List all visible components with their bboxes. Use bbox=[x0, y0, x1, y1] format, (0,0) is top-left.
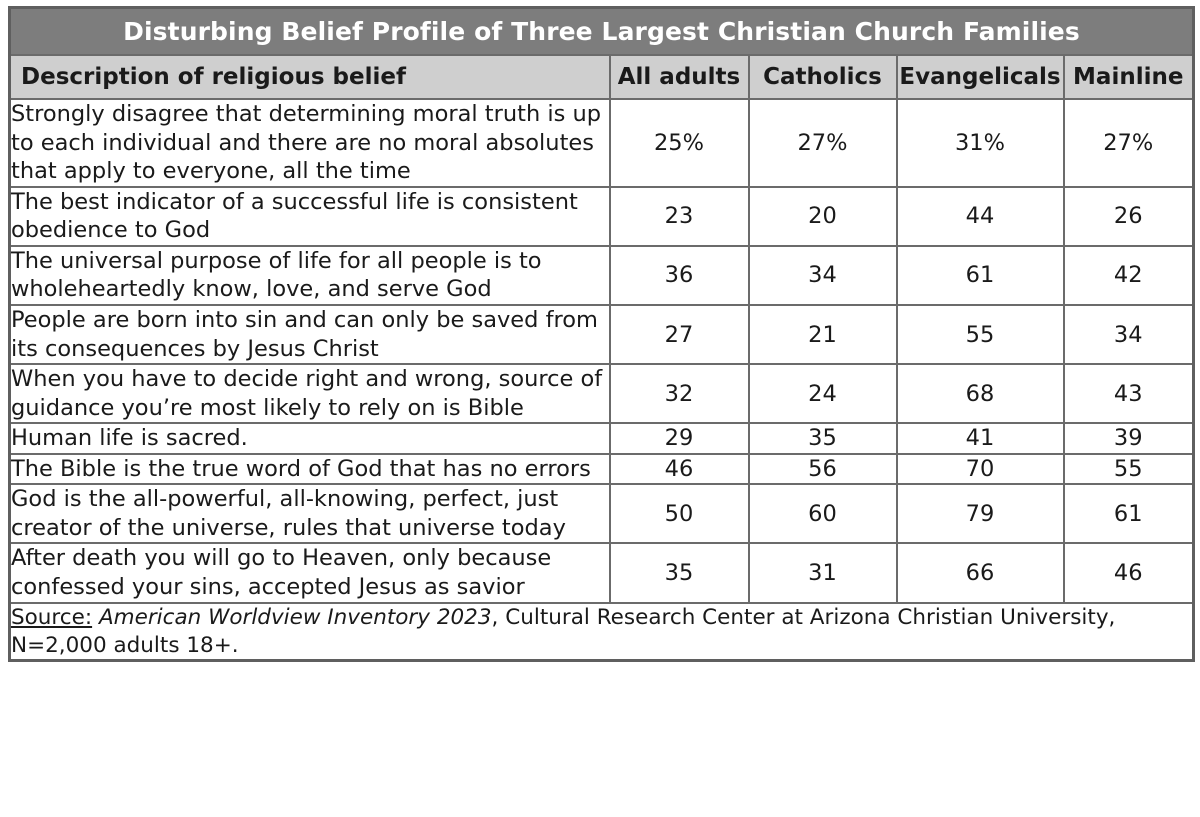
table-row bbox=[10, 187, 1194, 246]
source-study-title: American Worldview Inventory 2023 bbox=[98, 604, 492, 630]
value-all-adults: 50 bbox=[610, 484, 749, 543]
table-header-row bbox=[10, 55, 1194, 99]
table-row bbox=[10, 543, 1194, 602]
source-note bbox=[10, 603, 1194, 661]
source-rest: , Cultural Research Center at Arizona Christian University, N=2,000 adults 18+. bbox=[11, 604, 1116, 658]
value-evangelicals: 55 bbox=[897, 305, 1064, 364]
belief-description: Human life is sacred. bbox=[10, 423, 610, 454]
value-mainline: 26 bbox=[1064, 187, 1194, 246]
value-mainline: 42 bbox=[1064, 246, 1194, 305]
value-all-adults: 27 bbox=[610, 305, 749, 364]
value-mainline: 55 bbox=[1064, 454, 1194, 485]
value-catholics: 60 bbox=[749, 484, 897, 543]
value-mainline: 39 bbox=[1064, 423, 1194, 454]
belief-description: God is the all-powerful, all-knowing, perfect, just creator of the universe, rules that universe today bbox=[10, 484, 610, 543]
belief-description: When you have to decide right and wrong, source of guidance you’re most likely to rely on is Bible bbox=[10, 364, 610, 423]
value-mainline: 34 bbox=[1064, 305, 1194, 364]
column-header-description: Description of religious belief bbox=[10, 55, 610, 99]
value-catholics: 20 bbox=[749, 187, 897, 246]
column-header-all-adults: All adults bbox=[610, 55, 749, 99]
value-catholics: 31 bbox=[749, 543, 897, 602]
source-label: Source: bbox=[11, 604, 93, 630]
belief-description: After death you will go to Heaven, only because confessed your sins, accepted Jesus as savior bbox=[10, 543, 610, 602]
value-all-adults: 46 bbox=[610, 454, 749, 485]
value-catholics: 24 bbox=[749, 364, 897, 423]
column-header-catholics: Catholics bbox=[749, 55, 897, 99]
belief-description: The Bible is the true word of God that has no errors bbox=[10, 454, 610, 485]
value-all-adults: 23 bbox=[610, 187, 749, 246]
value-all-adults: 25% bbox=[610, 99, 749, 187]
value-catholics: 21 bbox=[749, 305, 897, 364]
table-row bbox=[10, 484, 1194, 543]
value-evangelicals: 61 bbox=[897, 246, 1064, 305]
value-evangelicals: 41 bbox=[897, 423, 1064, 454]
column-header-mainline: Mainline bbox=[1064, 55, 1194, 99]
table-title-row bbox=[10, 8, 1194, 56]
table-row bbox=[10, 364, 1194, 423]
value-catholics: 35 bbox=[749, 423, 897, 454]
table-source-row bbox=[10, 603, 1194, 661]
value-mainline: 46 bbox=[1064, 543, 1194, 602]
belief-description: The best indicator of a successful life is consistent obedience to God bbox=[10, 187, 610, 246]
belief-description: The universal purpose of life for all people is to wholeheartedly know, love, and serve God bbox=[10, 246, 610, 305]
value-evangelicals: 66 bbox=[897, 543, 1064, 602]
value-evangelicals: 31% bbox=[897, 99, 1064, 187]
belief-description: Strongly disagree that determining moral truth is up to each individual and there are no moral absolutes that apply to everyone, all the time bbox=[10, 99, 610, 187]
value-all-adults: 35 bbox=[610, 543, 749, 602]
table-title: Disturbing Belief Profile of Three Largest Christian Church Families bbox=[10, 8, 1194, 56]
value-all-adults: 36 bbox=[610, 246, 749, 305]
table-row bbox=[10, 99, 1194, 187]
column-header-evangelicals: Evangelicals bbox=[897, 55, 1064, 99]
value-catholics: 27% bbox=[749, 99, 897, 187]
table-row bbox=[10, 305, 1194, 364]
value-evangelicals: 79 bbox=[897, 484, 1064, 543]
table-row bbox=[10, 454, 1194, 485]
table-row bbox=[10, 246, 1194, 305]
value-all-adults: 32 bbox=[610, 364, 749, 423]
value-mainline: 27% bbox=[1064, 99, 1194, 187]
value-catholics: 34 bbox=[749, 246, 897, 305]
value-evangelicals: 68 bbox=[897, 364, 1064, 423]
value-evangelicals: 44 bbox=[897, 187, 1064, 246]
belief-profile-table bbox=[8, 6, 1195, 662]
value-evangelicals: 70 bbox=[897, 454, 1064, 485]
belief-description: People are born into sin and can only be saved from its consequences by Jesus Christ bbox=[10, 305, 610, 364]
value-mainline: 43 bbox=[1064, 364, 1194, 423]
value-catholics: 56 bbox=[749, 454, 897, 485]
value-mainline: 61 bbox=[1064, 484, 1194, 543]
table-row bbox=[10, 423, 1194, 454]
value-all-adults: 29 bbox=[610, 423, 749, 454]
